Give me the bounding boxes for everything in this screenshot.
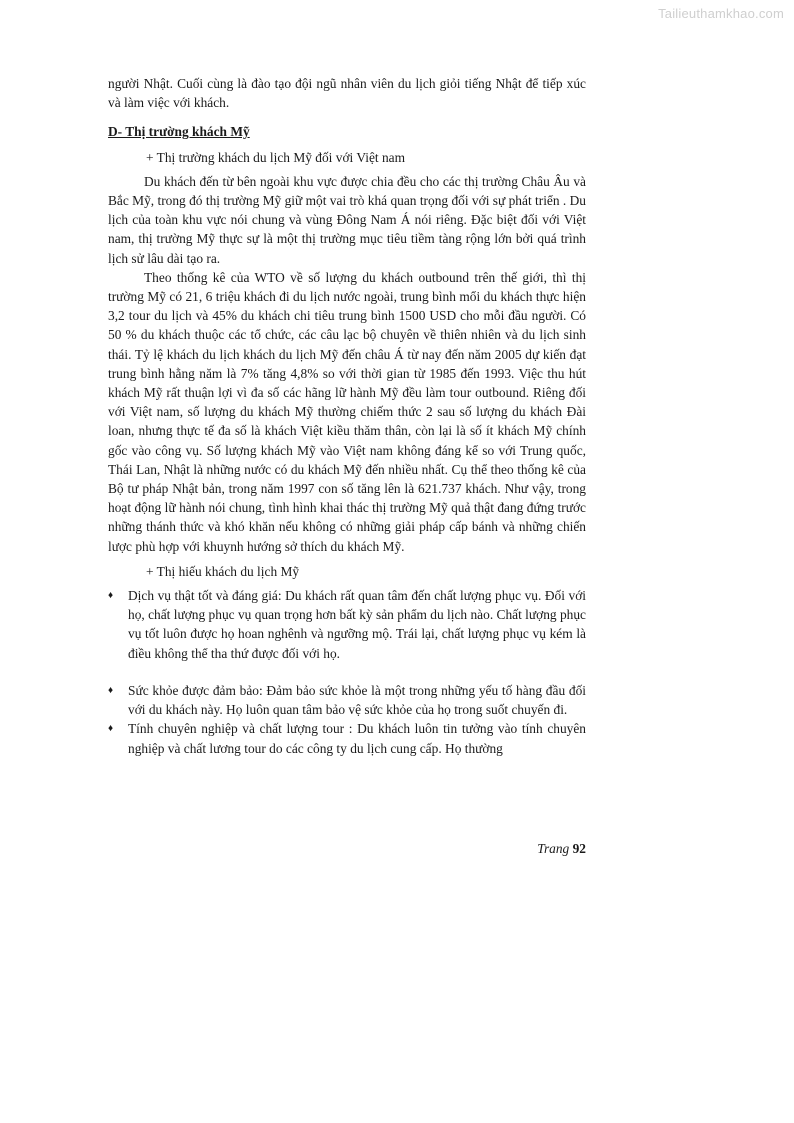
section-heading: D- Thị trường khách Mỹ (108, 124, 250, 140)
page-footer (500, 841, 586, 857)
paragraph-wto-statistics: Theo thống kê của WTO về số lượng du khách outbound trên thế giới, thì thị trường Mỹ có 21, 6 triệu khách đi du lịch nước ngoài, trung bình mổi du khách thực hiện 3,2 tour du lịch và 45% du khách chi tiêu trung bình 1500 USD cho mỗi đầu người. Có 50 % du khách thuộc các tổ chức, các câu lạc bộ chuyên về thiên nhiên và du lịch sinh thái. Tỷ lệ khách du lịch khách du lịch Mỹ đến châu Á từ nay đến năm 2005 dự kiến đạt trung bình hằng năm là 7% tăng 4,8% so với thời gian từ 1985 đến 1993. Việc thu hút khách Mỹ rất thuận lợi vì đa số các hãng lữ hành Mỹ đều làm tour outbound. Riêng đối với Việt nam, số lượng du khách Mỹ thường chiếm thức 2 sau số lượng du khách Đài loan, nhưng thực tế đa số là khách Việt kiều thăm thân, còn lại là số ít khách Mỹ chính gốc vào công vụ. Số lượng khách Mỹ vào Việt nam không đáng kể so với Trung quốc, Thái Lan, Nhật là những nước có du khách Mỹ đến nhiều nhất. Cụ thể theo thống kê của Bộ tư pháp Nhật bản, trong năm 1997 con số tăng lên là 621.737 khách. Như vậy, trong hoạt động lữ hành nói chung, tình hình khai thác thị trường Mỹ quả thật đang đứng trước những thánh thức và khó khăn nếu không có những giải pháp cấp bánh và những chiến lược phù hợp với khuynh hướng sở thích du khách Mỹ. (108, 269, 586, 554)
page-label: Trang (537, 841, 570, 856)
diamond-bullet-icon: ♦ (108, 723, 114, 735)
diamond-bullet-icon: ♦ (108, 590, 114, 602)
list-item-text: Dịch vụ thật tốt và đáng giá: Du khách rất quan tâm đến chất lượng phục vụ. Đối với họ, chất lượng phục vụ quan trọng hơn bất kỳ sản phẩm du lịch nào. Chất lượng phục vụ tốt luôn được họ hoan nghênh và ngưỡng mộ. Trái lại, chất lượng phục vụ kém là điều không thể tha thứ được đối với họ. (128, 588, 586, 661)
list-item (108, 586, 586, 663)
diamond-bullet-icon: ♦ (108, 684, 114, 696)
list-item-text: Tính chuyên nghiệp và chất lượng tour : Du khách luôn tin tưởng vào tính chuyên nghiệp và chất lương tour do các công ty du lịch cung cấp. Họ thường (128, 721, 586, 756)
subheading-market: + Thị trường khách du lịch Mỹ đối với Việt nam (146, 149, 406, 165)
page-number: 92 (572, 841, 586, 856)
document-body (108, 74, 586, 758)
list-item (108, 719, 586, 757)
subheading-preferences: + Thị hiếu khách du lịch Mỹ (146, 563, 300, 579)
intro-paragraph: người Nhật. Cuối cùng là đào tạo đội ngũ nhân viên du lịch giỏi tiếng Nhật để tiếp xúc và làm việc với khách. (108, 76, 586, 111)
site-watermark: Tailieuthamkhao.com (658, 6, 784, 21)
list-item (108, 681, 586, 719)
list-item-text: Sức khỏe được đảm bảo: Đảm bảo sức khỏe là một trong những yếu tố hàng đầu đối với du khách này. Họ luôn quan tâm bảo vệ sức khỏe của họ trong suốt chuyến đi. (128, 682, 586, 718)
paragraph-market-overview: Du khách đến từ bên ngoài khu vực được chia đều cho các thị trường Châu Âu và Bắc Mỹ, trong đó thị trường Mỹ giữ một vai trò khá quan trọng đối với sự phát triển . Du lịch của toàn khu vực nói chung và vùng Đông Nam Á nói riêng. Đặc biệt đối với Việt nam, thị trường Mỹ thực sự là một thị trường mục tiêu tiềm tàng rộng lớn bởi quá trình lịch sử lâu dài tạo ra. (108, 173, 586, 266)
